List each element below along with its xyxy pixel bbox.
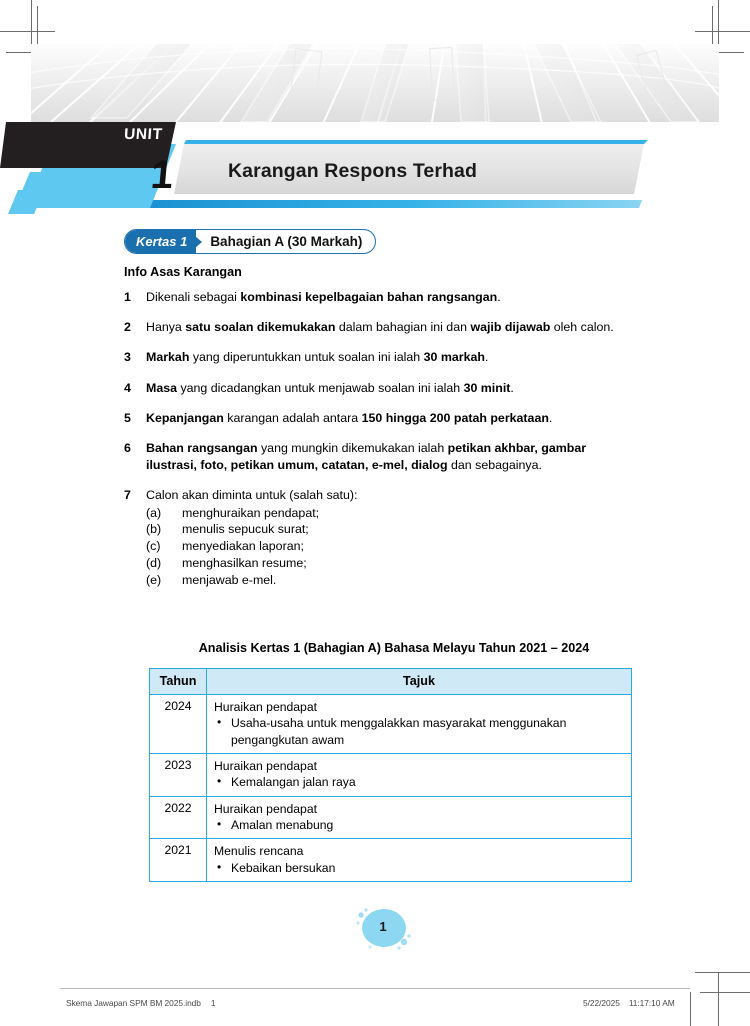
crop-mark-br-v — [718, 972, 719, 1026]
unit-number-label: 1 — [149, 153, 176, 197]
info-item-text: Masa yang dicadangkan untuk menjawab soalan ini ialah 30 minit. — [146, 380, 514, 395]
info-sub-item-text: menghuraikan pendapat; — [182, 505, 320, 520]
table-header-row — [150, 669, 632, 695]
table-body — [150, 695, 632, 882]
info-sub-item-label: (b) — [146, 522, 162, 537]
footer-timestamp — [583, 998, 675, 1008]
tajuk-heading: Huraikan pendapat — [214, 801, 317, 816]
footer-file-info — [66, 998, 216, 1008]
tajuk-bullet-list — [214, 817, 624, 833]
page-number: 1 — [379, 919, 387, 934]
footer-divider — [60, 988, 690, 989]
info-list — [124, 289, 636, 589]
page-title: Karangan Respons Terhad — [228, 160, 477, 182]
info-item-number: 6 — [124, 441, 131, 456]
info-item-text: Hanya satu soalan dikemukakan dalam bahagian ini dan wajib dijawab oleh calon. — [146, 319, 614, 334]
tajuk-bullet-item: • Kemalangan jalan raya — [214, 774, 624, 790]
info-item-text: Dikenali sebagai kombinasi kepelbagaian bahan rangsangan. — [146, 289, 501, 304]
column-header-tajuk: Tajuk — [207, 669, 632, 695]
info-sub-item-text: menyediakan laporan; — [182, 539, 304, 554]
info-sub-item-label: (d) — [146, 556, 162, 571]
cell-tahun: 2022 — [150, 796, 207, 839]
info-list-item — [124, 410, 636, 426]
crop-mark-br-v2 — [690, 992, 691, 1026]
decorative-header-graphic — [31, 44, 719, 122]
tajuk-bullet-list — [214, 715, 624, 748]
kertas-badge — [124, 229, 376, 254]
info-sub-item-text: menghasilkan resume; — [182, 556, 307, 571]
cell-tajuk — [207, 796, 632, 839]
info-list-item — [124, 319, 636, 335]
info-sub-item — [146, 572, 636, 589]
column-header-tahun: Tahun — [150, 669, 207, 695]
info-item-number: 2 — [124, 319, 131, 334]
info-list-item — [124, 487, 636, 589]
info-sub-item-text: menulis sepucuk surat; — [182, 522, 309, 537]
tajuk-bullet-item: • Kebaikan bersukan — [214, 860, 624, 876]
info-item-text: Markah yang diperuntukkan untuk soalan ini ialah 30 markah. — [146, 350, 489, 365]
cell-tajuk — [207, 695, 632, 754]
crop-mark-tr-h — [695, 31, 750, 32]
info-sub-item — [146, 505, 636, 522]
info-item-text: Bahan rangsangan yang mungkin dikemukakan ialah petikan akhbar, gambar ilustrasi, foto, petikan umum, catatan, e-mel, dialog dan sebagainya. — [146, 441, 587, 472]
table-row — [150, 754, 632, 797]
tajuk-heading: Menulis rencana — [214, 844, 304, 859]
cell-tahun: 2024 — [150, 695, 207, 754]
tajuk-bullet-item: • Usaha-usaha untuk menggalakkan masyarakat menggunakan pengangkutan awam — [214, 715, 624, 748]
cell-tajuk — [207, 839, 632, 882]
info-sub-item — [146, 538, 636, 555]
kertas-label: Kertas 1 — [125, 230, 196, 253]
table-head — [150, 669, 632, 695]
tajuk-heading: Huraikan pendapat — [214, 700, 317, 714]
footer-file-name: Skema Jawapan SPM BM 2025.indb — [66, 998, 201, 1008]
info-sub-item-label: (a) — [146, 505, 162, 520]
info-item-number: 7 — [124, 488, 131, 503]
info-sub-item — [146, 555, 636, 572]
info-sub-item — [146, 521, 636, 538]
info-sub-item-text: menjawab e-mel. — [182, 573, 277, 588]
info-sub-list — [146, 505, 636, 589]
info-list-item — [124, 289, 636, 305]
info-list-item — [124, 349, 636, 365]
tajuk-heading: Huraikan pendapat — [214, 759, 317, 774]
info-list-item — [124, 440, 636, 473]
info-item-text: Kepanjangan karangan adalah antara 150 hingga 200 patah perkataan. — [146, 411, 553, 426]
table-row — [150, 839, 632, 882]
table-row — [150, 796, 632, 839]
cell-tajuk — [207, 754, 632, 797]
info-section — [124, 264, 636, 589]
tajuk-bullet-item: • Amalan menabung — [214, 817, 624, 833]
cell-tahun: 2021 — [150, 839, 207, 882]
info-sub-item-label: (e) — [146, 573, 162, 588]
section-heading: Info Asas Karangan — [124, 265, 242, 279]
table-title: Analisis Kertas 1 (Bahagian A) Bahasa Melayu Tahun 2021 – 2024 — [198, 641, 590, 655]
info-item-number: 5 — [124, 411, 131, 426]
crop-mark-tl-h — [0, 31, 55, 32]
cell-tahun: 2023 — [150, 754, 207, 797]
crop-mark-br-h — [695, 972, 750, 973]
info-sub-item-label: (c) — [146, 539, 161, 554]
info-item-number: 3 — [124, 350, 131, 365]
footer-file-page: 1 — [210, 998, 216, 1008]
tajuk-bullet-list — [214, 774, 624, 790]
analysis-table — [149, 668, 632, 882]
info-list-item — [124, 380, 636, 396]
footer-time: 11:17:10 AM — [628, 998, 675, 1008]
unit-word-label: UNIT — [123, 126, 164, 143]
table-row — [150, 695, 632, 754]
info-item-number: 1 — [124, 289, 131, 304]
kertas-value: Bahagian A (30 Markah) — [210, 234, 363, 249]
info-item-number: 4 — [124, 380, 131, 395]
tajuk-bullet-list — [214, 860, 624, 876]
info-item-text: Calon akan diminta untuk (salah satu): — [146, 488, 358, 503]
footer-date: 5/22/2025 — [583, 998, 620, 1008]
crop-mark-br-h2 — [700, 992, 750, 993]
